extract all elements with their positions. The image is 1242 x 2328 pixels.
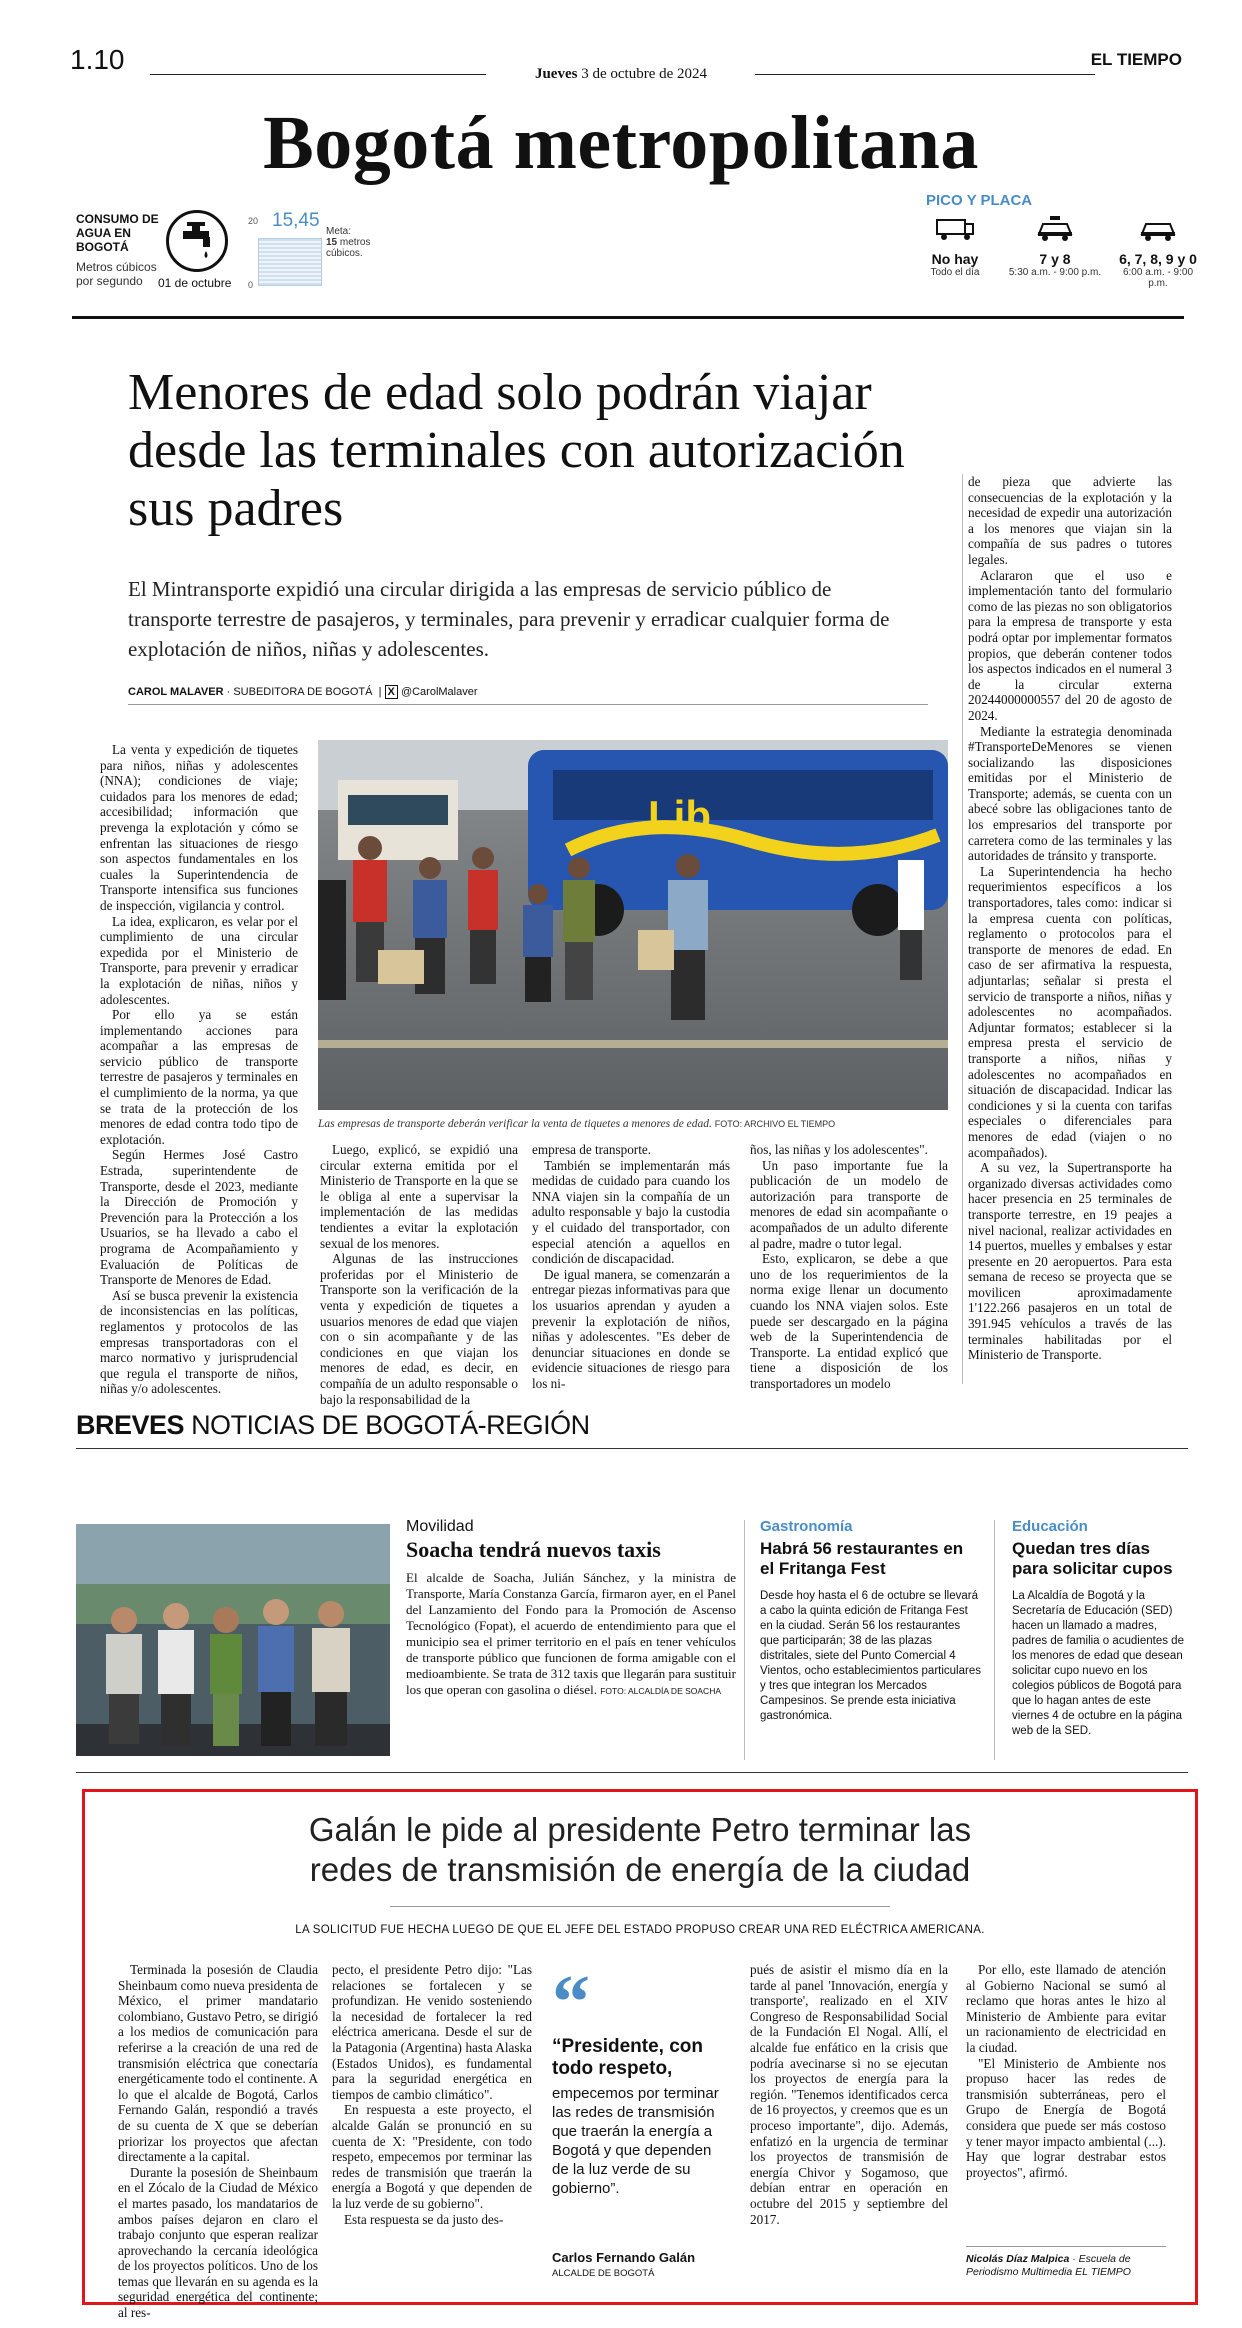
byline-role: · SUBEDITORA DE BOGOTÁ xyxy=(226,686,373,698)
paragraph: ños, las niñas y los adolescentes". xyxy=(750,1142,928,1157)
header-divider xyxy=(72,316,1184,319)
paragraph: Por ello ya se están implementando acciones para acompañar a las empresas de servicio público de transporte terrestre de pasajeros y terminales en el cumplimiento de la norma, ya que se trata de la protección de los menores de edad contra todo tipo de explotación. xyxy=(100,1007,298,1147)
byline-name: CAROL MALAVER xyxy=(128,686,224,698)
paragraph: De igual manera, se comenzarán a entregar piezas informativas para que los usuarios aprendan y ayuden a prevenir la explotación de niños, niñas y adolescentes. "Es deber de denunciar situaciones en donde se evidencie situaciones de riesgo para los ni- xyxy=(532,1266,730,1391)
newspaper-name: EL TIEMPO xyxy=(1090,50,1182,69)
photo-caption xyxy=(318,1118,948,1130)
water-value: 15,45 xyxy=(272,210,320,231)
brief-title: Quedan tres días para solicitar cupos xyxy=(1012,1539,1173,1578)
paragraph: Mediante la estrategia denominada #TransporteDeMenores se vienen socializando las disposiciones emitidas por el Ministerio de Transporte; además, se cuenta con un abecé sobre las obligaciones tanto de los empresarios del transporte por carretera como de las terminales y las autoridades de tránsito y transporte. xyxy=(968,723,1172,864)
paragraph: Durante la posesión de Sheinbaum en el Zócalo de la Ciudad de México el martes pasado, los mandatarios de ambos países dejaron en claro el trabajo conjunto que esperan realizar aprovechando la cercanía ideológica de los proyectos políticos. Uno de los temas que llevarán en su agenda es la seguridad energética del continente; al res- xyxy=(118,2164,318,2321)
pull-quote-body: empecemos por terminar las redes de transmisión que traerán la energía a Bogotá y que dependen de la luz verde de su gobierno”. xyxy=(552,2085,719,2197)
column-rule xyxy=(962,474,963,1384)
photo-credit: FOTO: ARCHIVO EL TIEMPO xyxy=(714,1119,836,1129)
brief-body: Desde hoy hasta el 6 de octubre se llevará a cabo la quinta edición de Fritanga Fest en la ciudad. Serán 56 los restaurantes que participarán; 38 de las plazas distritales, siete del Punto Comercial 4 Vientos, ocho establecimientos particulares y tres que integran los Mercados Campesinos. Se prende esta iniciativa gastronómica. xyxy=(760,1590,981,1722)
paragraph: Así se busca prevenir la existencia de inconsistencias en las políticas, reglamentos y protocolos de las empresas transportadoras con el marco normativo y jurisprudencial que regula el transporte de niños, niñas y/o adolescentes. xyxy=(100,1287,298,1397)
paragraph: Según Hermes José Castro Estrada, superintendente de Transporte, desde el 2023, mediante la Dirección de Promoción y Prevención para la Protección a los Usuarios, se ha llevado a cabo el programa de Acompañamiento y Evaluación de Políticas de Transporte de Menores de Edad. xyxy=(100,1147,298,1288)
water-axis-bottom: 0 xyxy=(248,280,254,290)
quote-mark-icon: “ xyxy=(552,1960,590,2044)
x-logo-icon: X xyxy=(385,685,398,699)
brief-body xyxy=(406,1570,736,1699)
paragraph: Por ello, este llamado de atención al Gobierno Nacional se sumó al reclamo que horas antes le hizo al Ministerio de Ambiente para evitar un racionamiento de electricidad en la ciudad. xyxy=(966,1962,1166,2055)
pico-placa-car xyxy=(1118,214,1198,289)
page-number: 1.10 xyxy=(70,44,125,75)
column-rule xyxy=(994,1520,995,1760)
paragraph: A su vez, la Supertransporte ha organizado diversas actividades como hacer presencia en 25 terminales de transporte terrestre, en 19 peajes a nivel nacional, realizar actividades en 14 puertos, muelles y embalses y estar presente en 20 aeropuertos. Para esta semana de receso se proyecta que se movilicen aproximadamente 1'122.266 pasajeros en un total de 391.945 vehículos a través de las terminales habilitadas por el Ministerio de Transporte. xyxy=(968,1160,1172,1363)
box-column-4 xyxy=(966,1962,1166,2180)
brief-category: Movilidad xyxy=(406,1518,474,1535)
brief-photo-credit: FOTO: ALCALDÍA DE SOACHA xyxy=(600,1686,722,1696)
paragraph: Luego, explicó, se expidió una circular externa emitida por el Ministerio de Transporte en la que se le obliga al ente a supervisar la implementación de las medidas tendientes a evitar la explotación sexual de los menores. xyxy=(320,1142,518,1251)
pico-placa-truck-plates: No hay xyxy=(931,251,979,267)
paragraph: La venta y expedición de tiquetes para niños, niñas y adolescentes (NNA); condiciones de viaje; cuidados para los menores de edad; accesibilidad; información que prevenga la explotación y cómo se enfrentan las situaciones de riesgo son aspectos fundamentales en los cuales la Superintendencia de Transporte intensifica sus funciones de inspección, vigilancia y control. xyxy=(100,742,298,913)
pull-quote-author: Carlos Fernando Galán xyxy=(552,2250,696,2265)
water-consumption-label: CONSUMO DE AGUA EN BOGOTÁ xyxy=(76,212,159,254)
main-column-1 xyxy=(100,742,298,1397)
brief-title: Habrá 56 restaurantes en el Fritanga Fest xyxy=(760,1539,964,1578)
breves-heading-bold: BREVES xyxy=(76,1410,185,1440)
box-deck: LA SOLICITUD FUE HECHA LUEGO DE QUE EL JEFE DEL ESTADO PROPUSO CREAR UNA RED ELÉCTRICA AMERICANA. xyxy=(295,1924,985,1936)
paragraph: También se implementarán más medidas de cuidado para cuando los NNA viajen sin la compañía de un adulto responsable y bajo la custodia y el cuidado del transportador, con especial atención a aquellos en condición de discapacidad. xyxy=(532,1157,730,1267)
box-column-2 xyxy=(332,1962,532,2227)
byline: CAROL MALAVER · SUBEDITORA DE BOGOTÁ | X @CarolMalaver xyxy=(128,686,478,698)
officials-group-photo xyxy=(76,1524,390,1756)
main-headline: Menores de edad solo podrán viajar desde las terminales con autorización sus padres xyxy=(128,364,905,537)
date-rest: 3 de octubre de 2024 xyxy=(581,66,708,82)
brief-cupos xyxy=(1012,1518,1188,1739)
brief-category: Gastronomía xyxy=(760,1518,853,1535)
paragraph: empresa de transporte. xyxy=(532,1142,652,1157)
paragraph: En respuesta a este proyecto, el alcalde Galán se pronunció en su cuenta de X: "Presidente, con todo respeto, empecemos por terminar las redes de transmisión que traerán la energía a Bogotá y que dependen de la luz verde de su gobierno". xyxy=(332,2102,532,2211)
paragraph: Aclararon que el uso e implementación tanto del formulario como de las piezas no son obligatorios para la empresa de transporte y esta podrá optar por implementar formatos propios, que deberán contener todos los aspectos indicados en el numeral 3 de la circular externa 20244000000557 del 20 de agosto de 2024. xyxy=(968,567,1172,723)
main-deck: El Mintransporte expidió una circular dirigida a las empresas de servicio público de transporte terrestre de pasajeros, y terminales, para prevenir y erradicar cualquier forma de explotación de niños, niñas y adolescentes. xyxy=(128,577,890,661)
soacha-photo xyxy=(76,1524,390,1756)
water-tap-icon-graphic xyxy=(169,213,225,269)
pico-placa-taxi-plates: 7 y 8 xyxy=(1039,251,1071,267)
byline-handle: @CarolMalaver xyxy=(400,686,478,698)
paragraph: Un paso importante fue la publicación de un modelo de autorización para transporte de menores de edad sin acompañante o acompañados de un adulto diferente al padre, madre o tutor legal. xyxy=(750,1157,948,1251)
pico-placa-title: PICO Y PLACA xyxy=(926,192,1033,209)
paragraph: Esta respuesta se da justo des- xyxy=(344,2211,504,2227)
breves-heading xyxy=(76,1410,590,1441)
water-meta-unit: metros cúbicos. xyxy=(326,237,371,259)
section-title: Bogotá metropolitana xyxy=(263,101,979,185)
caption-text: Las empresas de transporte deberán verificar la venta de tiquetes a menores de edad. xyxy=(318,1118,712,1130)
water-target xyxy=(326,226,378,259)
box-column-1 xyxy=(118,1962,318,2321)
box-headline xyxy=(82,1810,1198,1890)
paragraph: La Superintendencia ha hecho requerimientos específicos a los transportadores, tales como: indicar si la empresa cuenta con políticas, reglamento o protocolos para el transporte de menores de edad. En caso de ser afirmativa la respuesta, adjuntarlas; señalar si presta el servicio de transporte a niños, niñas y adolescentes no acompañados. Adjuntar formatos; establecer si la empresa presta el servicio de transporte a niños, niñas y adolescentes no acompañados en situación de discapacidad. Indicar las condiciones y si la cuenta con tarifas especiales o diferenciales para menores de edad (viajen o no acompañados). xyxy=(968,863,1172,1160)
water-meta-value: 15 xyxy=(326,237,338,248)
paragraph: Esto, explicaron, se debe a que uno de los requerimientos de la norma exige llenar un documento cuando los NNA viajen solos. Este puede ser descargado en la página web de la Superintendencia de Transporte. La entidad explicó que tiene a disposición de los transportadores un modelo xyxy=(750,1251,948,1391)
main-column-4 xyxy=(750,1142,948,1392)
pico-placa-taxi-hours: 5:30 a.m. - 9:00 p.m. xyxy=(1008,267,1102,278)
brief-body: La Alcaldía de Bogotá y la Secretaría de Educación (SED) hacen un llamado a madres, padres de familia o acudientes de los menores de edad que desean solicitar cupo nuevo en los colegios públicos de Bogotá para que lo hagan antes de este viernes 4 de octubre en la página web de la SED. xyxy=(1012,1590,1184,1737)
header-rule-right xyxy=(755,74,1095,75)
column-rule xyxy=(744,1520,745,1760)
author-signature xyxy=(966,2246,1166,2279)
date-weekday: Jueves xyxy=(534,66,578,82)
pico-placa-taxi xyxy=(1000,214,1110,278)
box-rule xyxy=(390,1906,890,1907)
paragraph: Terminada la posesión de Claudia Sheinbaum como nueva presidenta de México, el primer mandatario colombiano, Gustavo Petro, se dirigió a los medios de comunicación para referirse a la creación de una red de transmisión eléctrica que conectaría energéticamente todo el continente. A lo que el alcalde de Bogotá, Carlos Fernando Galán, respondió a través de su cuenta de X que se deberían priorizar los proyectos que afectan directamente a la capital. xyxy=(118,1962,318,2165)
taxi-icon xyxy=(1035,214,1075,242)
pull-quote-lead: “Presidente, con todo respeto, xyxy=(552,2036,703,2079)
paragraph: de pieza que advierte las consecuencias de la explotación y la necesidad de expedir una autorización a los menores que viajan sin la compañía de sus padres o tutores legales. xyxy=(968,474,1172,567)
water-tap-icon xyxy=(166,210,228,272)
water-meta-label: Meta: xyxy=(326,226,352,237)
water-unit-label: Metros cúbicos por segundo xyxy=(76,260,157,288)
paragraph: pecto, el presidente Petro dijo: "Las relaciones se fortalecen y se profundizan. He venido sosteniendo la necesidad de fortalecer la red eléctrica americana. Desde el sur de la Patagonia (Argentina) hasta Alaska (Estados Unidos), es fundamental para la seguridad energética en tiempos de cambio climático". xyxy=(332,1962,532,2102)
box-headline-text: Galán le pide al presidente Petro terminar las redes de transmisión de energía de la ciudad xyxy=(308,1811,972,1888)
byline-rule xyxy=(128,704,928,705)
pull-quote-role: ALCALDE DE BOGOTÁ xyxy=(552,2268,655,2279)
signature-role: · Escuela de Periodismo Multimedia EL TIEMPO xyxy=(966,2253,1131,2278)
svg-text:Lib: Lib xyxy=(648,792,711,839)
breves-heading-rest: NOTICIAS DE BOGOTÁ-REGIÓN xyxy=(191,1410,590,1440)
box-column-3 xyxy=(750,1962,948,2227)
brief-title: Soacha tendrá nuevos taxis xyxy=(406,1537,661,1562)
car-icon xyxy=(1138,214,1178,242)
paragraph: Algunas de las instrucciones proferidas por el Ministerio de Transporte son la verificación de la venta y expedición de tiquetes a usuarios menores de edad que viajen con o sin acompañante y de las condiciones en que viajan los menores de edad, es decir, en compañía de un adulto responsable o bajo la responsabilidad de la xyxy=(320,1251,518,1407)
paragraph: pués de asistir el mismo día en la tarde al panel 'Innovación, energía y transporte', realizado en el XIV Congreso de Responsabilidad Social de la Fundación El Nogal. Allí, el alcalde fue enfático en la crisis que podría avecinarse si no se ejecutan los proyectos de energía para la región. "Tenemos identificados cerca de 16 proyectos, y creemos que es un proceso importante", dijo. Además, enfatizó en la urgencia de terminar los proyectos de transmisión de energía Chivor y Sogamoso, que debían entrar en operación en octubre del 2015 y septiembre del 2017. xyxy=(750,1962,948,2227)
water-date: 01 de octubre xyxy=(158,276,232,290)
main-photo xyxy=(318,740,948,1110)
pico-placa-truck-hours: Todo el día xyxy=(930,267,980,278)
main-column-3 xyxy=(532,1142,730,1392)
water-level-bar xyxy=(258,238,322,286)
paragraph: La idea, explicaron, es velar por el cumplimiento de una circular expedida por el Ministerio de Transporte, para prevenir y erradicar la explotación de niñas, niños y adolescentes. xyxy=(100,913,298,1007)
brief-soacha xyxy=(406,1518,736,1699)
main-column-2 xyxy=(320,1142,518,1407)
water-axis-top: 20 xyxy=(248,216,259,226)
pico-placa-car-hours: 6:00 a.m. - 9:00 p.m. xyxy=(1122,267,1194,289)
breves-bottom-rule xyxy=(76,1772,1188,1773)
paragraph: "El Ministerio de Ambiente nos propuso hacer las redes de transmisión subterráneas, pero el Grupo de Energía de Bogotá considera que puede ser más costoso y tener mayor impacto ambiental (...). Hay que lograr destrabar estos proyectos", afirmó. xyxy=(966,2055,1166,2180)
brief-fritanga xyxy=(760,1518,982,1724)
brief-body-text: El alcalde de Soacha, Julián Sánchez, y la ministra de Transporte, María Constanza García, firmaron ayer, en el Panel del Lanzamiento del Fondo para la Promoción de Ascenso Tecnológico (Fopat), el acuerdo de entendimiento para que el municipio sea el primer territorio en el país en tener vehículos de transporte público que funcionen de forma amigable con el medioambiente. Se trata de 312 taxis que llegarán para sustituir los que operan con gasolina o diésel. xyxy=(406,1570,736,1697)
bus-terminal-photo xyxy=(318,740,948,1110)
pico-placa-truck xyxy=(920,214,990,278)
main-column-5 xyxy=(968,474,1172,1363)
breves-rule xyxy=(76,1448,1188,1449)
pico-placa-car-plates: 6, 7, 8, 9 y 0 xyxy=(1119,251,1197,267)
signature-name: Nicolás Díaz Malpica xyxy=(966,2253,1070,2265)
truck-icon xyxy=(935,214,975,242)
brief-category: Educación xyxy=(1012,1518,1088,1535)
